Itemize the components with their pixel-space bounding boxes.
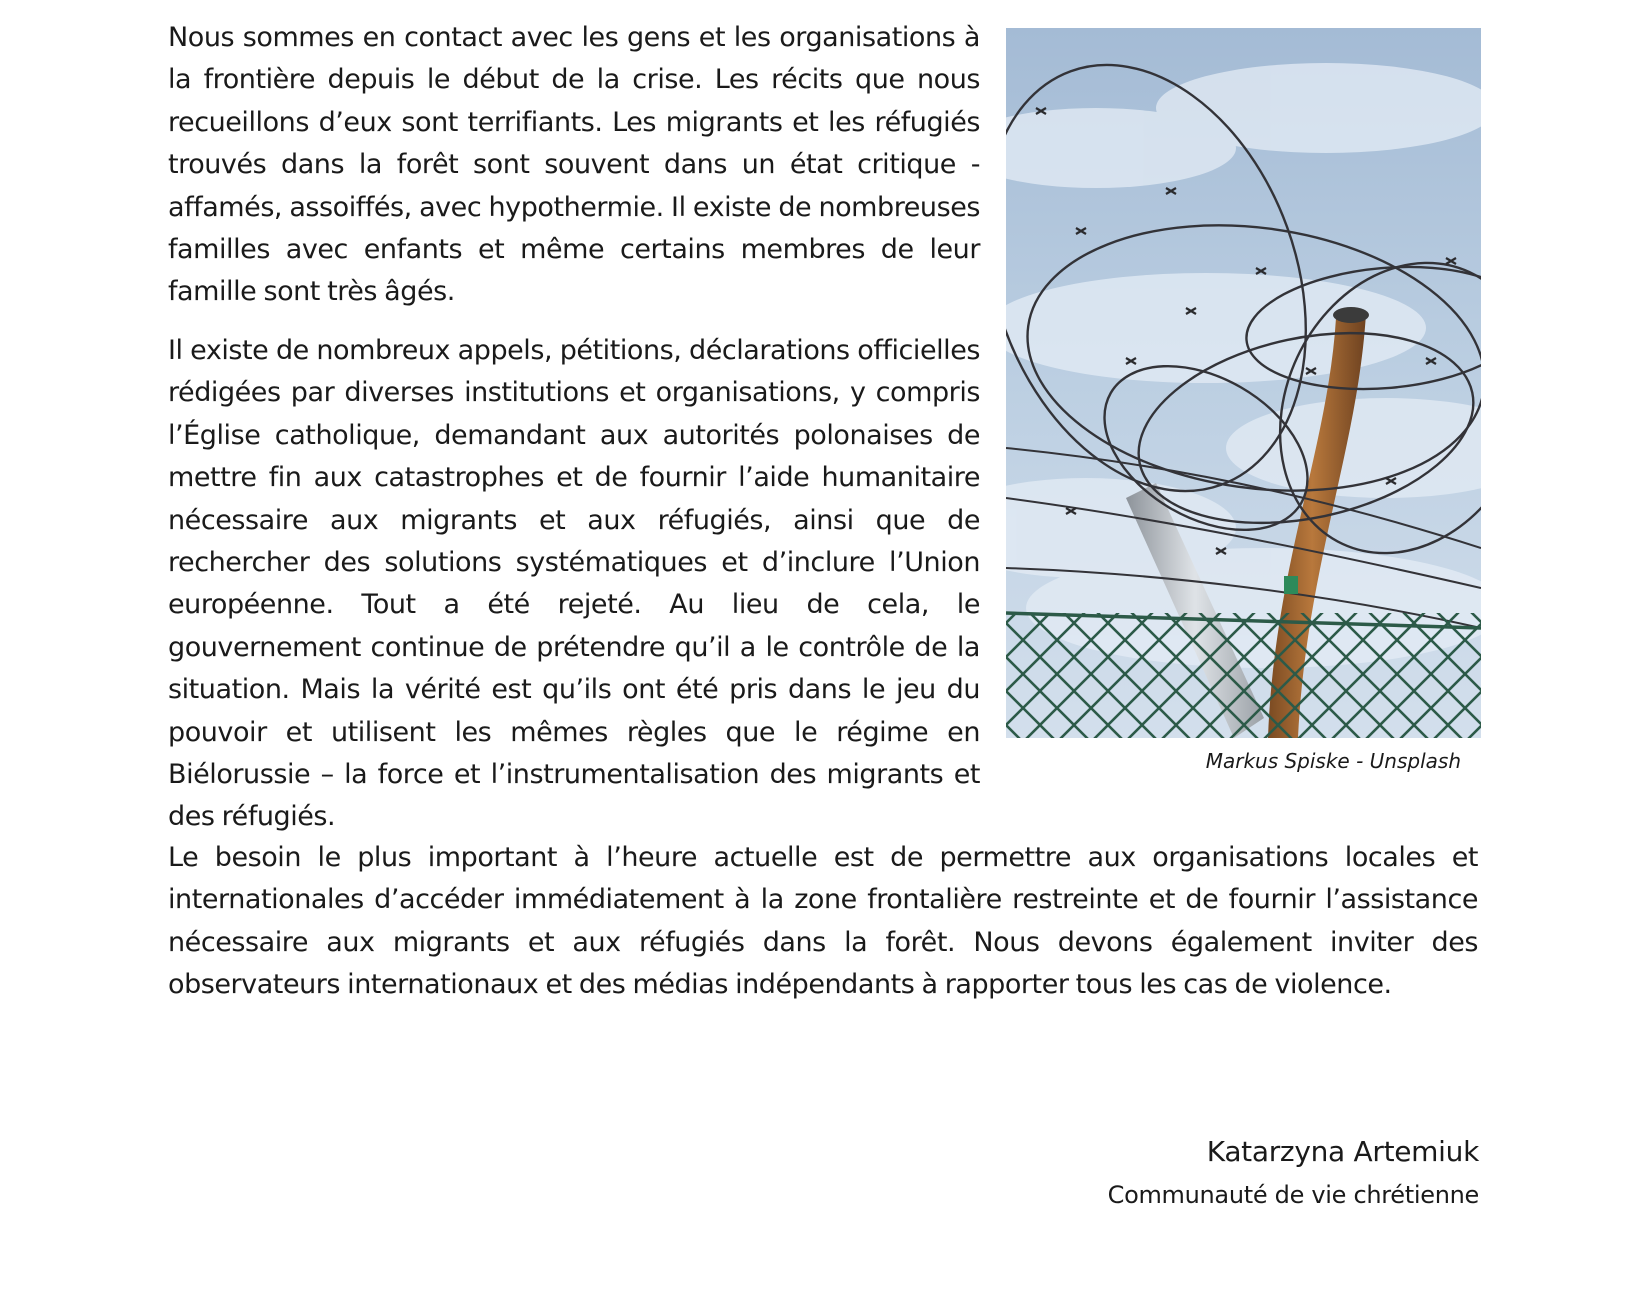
barbed-wire-photo [1006,28,1481,738]
paragraph-3: Le besoin le plus important à l’heure actuelle est de permettre aux organisations locales et internationales d’accéder immédiatement à la zone frontalière restreinte et de fournir l’assistance nécessaire aux migrants et aux réfugiés dans la forêt. Nous devons également inviter des observateurs internationaux et des médias indépendants à rapporter tous les cas de violence. [168,842,1478,1001]
author-organization: Communauté de vie chrétienne [1107,1181,1479,1209]
author-name: Katarzyna Artemiuk [1206,1135,1479,1168]
paragraph-2: Il existe de nombreux appels, pétitions, déclarations officielles rédigées par diverses institutions et organisations, y compris l’Église catholique, demandant aux autorités polonaises de mettre fin aux catastrophes et de fournir l’aide humanitaire nécessaire aux migrants et aux réfugiés, ainsi que de rechercher des solutions systématiques et d’inclure l’Union européenne. Tout a été rejeté. Au lieu de cela, le gouvernement continue de prétendre qu’il a le contrôle de la situation. Mais la vérité est qu’ils ont été pris dans le jeu du pouvoir et utilisent les mêmes règles que le régime en Biélorussie – la force et l’instrumentalisation des migrants et des réfugiés. [168,335,980,833]
photo-caption: Markus Spiske - Unsplash [1205,749,1461,773]
paragraph-1: Nous sommes en contact avec les gens et les organisations à la frontière depuis le début de la crise. Les récits que nous recueillons d’eux sont terrifiants. Les migrants et les réfugiés trouvés dans la forêt sont souvent dans un état critique - affamés, assoiffés, avec hypothermie. Il existe de nombreuses familles avec enfants et même certains membres de leur famille sont très âgés. [168,22,980,308]
